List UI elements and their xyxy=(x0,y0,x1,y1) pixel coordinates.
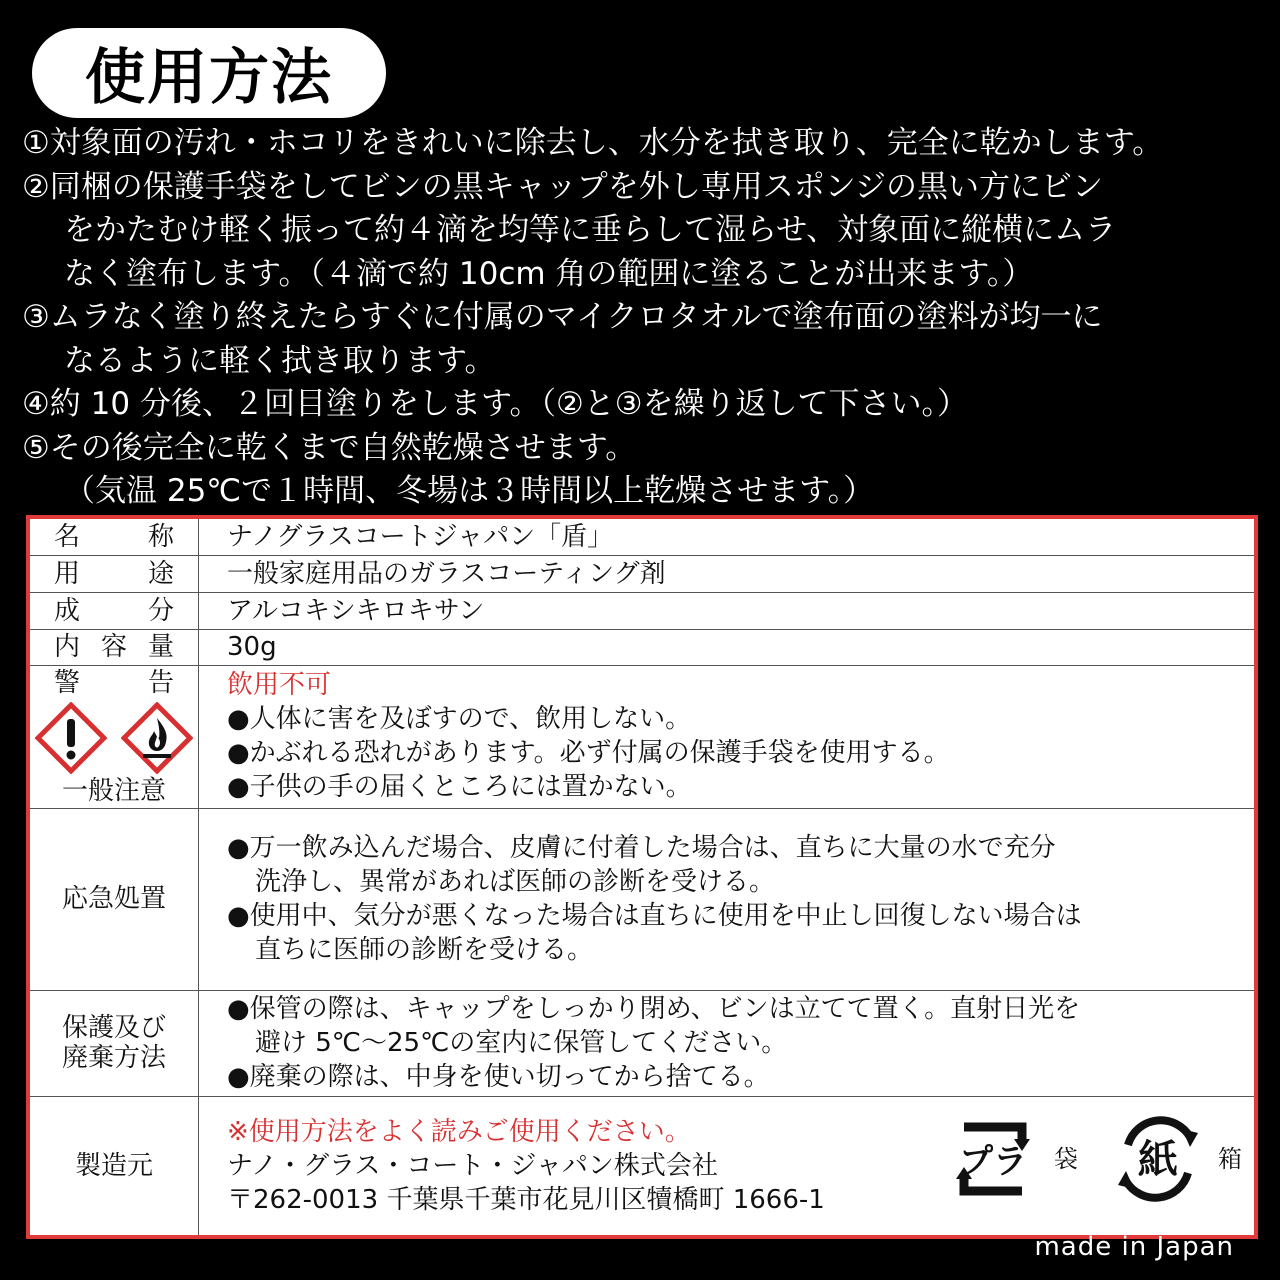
label-content-b: 容 xyxy=(100,632,127,662)
made-in-label: made in Japan xyxy=(1034,1232,1234,1262)
product-spec-table xyxy=(30,519,1254,1235)
step-2: ②同梱の保護手袋をしてビンの黒キャップを外し専用スポンジの黒い方にビン xyxy=(22,168,1104,205)
label-maker: 製造元 xyxy=(30,1096,199,1235)
step-3-cont: なるように軽く拭き取ります。 xyxy=(64,342,496,379)
warning-item: ●かぶれる恐れがあります。必ず付属の保護手袋を使用する。 xyxy=(227,737,950,768)
spec-row-content xyxy=(30,629,1254,665)
warning-item: ●子供の手の届くところには置かない。 xyxy=(227,771,692,802)
label-general-caution: 一般注意 xyxy=(61,775,166,806)
label-warning-a: 警 xyxy=(54,667,81,698)
step-2-cont-b: なく塗布します。（４滴で約 10cm 角の範囲に塗ることが出来ます。） xyxy=(64,255,1034,292)
first-aid-line: 洗浄し、異常があれば医師の診断を受ける。 xyxy=(255,867,776,897)
spec-row-ingredient xyxy=(30,592,1254,629)
label-ingredient-b: 分 xyxy=(147,595,174,626)
label-warning-b: 告 xyxy=(147,667,174,698)
label-content-a: 内 xyxy=(54,632,81,662)
paper-recycle-icon xyxy=(1106,1107,1210,1211)
exclamation-hazard-icon xyxy=(35,702,107,774)
spec-ingredient-value: アルコキシキロキサン xyxy=(199,592,1255,629)
spec-row-use xyxy=(30,555,1254,592)
label-name-a: 名 xyxy=(54,521,81,552)
company-name: ナノ・グラス・コート・ジャパン株式会社 xyxy=(227,1150,718,1181)
flammable-hazard-icon xyxy=(121,702,193,774)
step-1: ①対象面の汚れ・ホコリをきれいに除去し、水分を拭き取り、完全に乾かします。 xyxy=(22,125,1164,161)
storage-line: ●保管の際は、キャップをしっかり閉め、ビンは立てて置く。直射日光を xyxy=(227,994,1081,1024)
label-content-c: 量 xyxy=(147,632,174,662)
spec-name-value: ナノグラスコートジャパン「盾」 xyxy=(199,519,1255,555)
spec-row-maker xyxy=(30,1096,1254,1235)
label-ingredient-a: 成 xyxy=(54,595,81,626)
spec-content-value: 30g xyxy=(199,629,1255,665)
label-use-b: 途 xyxy=(147,558,174,589)
first-aid-line: ●万一飲み込んだ場合、皮膚に付着した場合は、直ちに大量の水で充分 xyxy=(227,833,1056,863)
spec-row-storage xyxy=(30,990,1254,1096)
label-name-b: 称 xyxy=(147,521,174,552)
step-4: ④約 10 分後、２回目塗りをします。（②と③を繰り返して下さい。） xyxy=(22,386,969,422)
recycle-marks xyxy=(940,1107,1244,1211)
plastic-recycle-icon xyxy=(940,1107,1046,1211)
step-2-cont-a: をかたむけ軽く振って約４滴を均等に垂らして湿らせ、対象面に縦横にムラ xyxy=(64,212,1117,248)
label-storage-1: 保護及び xyxy=(61,1013,166,1043)
paper-mark-tag: 箱 xyxy=(1218,1144,1242,1173)
spec-use-value: 一般家庭用品のガラスコーティング剤 xyxy=(199,555,1255,592)
plastic-mark-text: プラ xyxy=(959,1141,1027,1182)
plastic-mark-tag: 袋 xyxy=(1054,1144,1078,1173)
label-use-a: 用 xyxy=(54,558,81,589)
step-3: ③ムラなく塗り終えたらすぐに付属のマイクロタオルで塗布面の塗料が均一に xyxy=(22,299,1103,335)
spec-row-first-aid xyxy=(30,808,1254,990)
first-aid-line: ●使用中、気分が悪くなった場合は直ちに使用を中止し回復しない場合は xyxy=(227,901,1082,931)
warning-heading: 飲用不可 xyxy=(227,669,332,700)
usage-note: ※使用方法をよく読みご使用ください。 xyxy=(227,1116,691,1147)
usage-steps xyxy=(22,122,1272,514)
step-5: ⑤その後完全に乾くまで自然乾燥させます。 xyxy=(22,429,637,466)
paper-mark-text: 紙 xyxy=(1138,1136,1178,1183)
spec-row-warning xyxy=(30,665,1254,808)
page-title: 使用方法 xyxy=(32,28,386,118)
first-aid-line: 直ちに医師の診断を受ける。 xyxy=(255,935,594,965)
storage-line: 避け 5℃〜25℃の室内に保管してください。 xyxy=(255,1028,788,1058)
company-address: 〒262-0013 千葉県千葉市花見川区犢橋町 1666-1 xyxy=(227,1184,825,1215)
step-5-cont: （気温 25℃で１時間、冬場は３時間以上乾燥させます。） xyxy=(64,473,875,509)
warning-item: ●人体に害を及ぼすので、飲用しない。 xyxy=(227,703,692,734)
storage-line: ●廃棄の際は、中身を使い切ってから捨てる。 xyxy=(227,1062,770,1092)
label-first-aid: 応急処置 xyxy=(30,808,199,990)
spec-row-name xyxy=(30,519,1254,555)
label-storage-2: 廃棄方法 xyxy=(61,1043,166,1073)
